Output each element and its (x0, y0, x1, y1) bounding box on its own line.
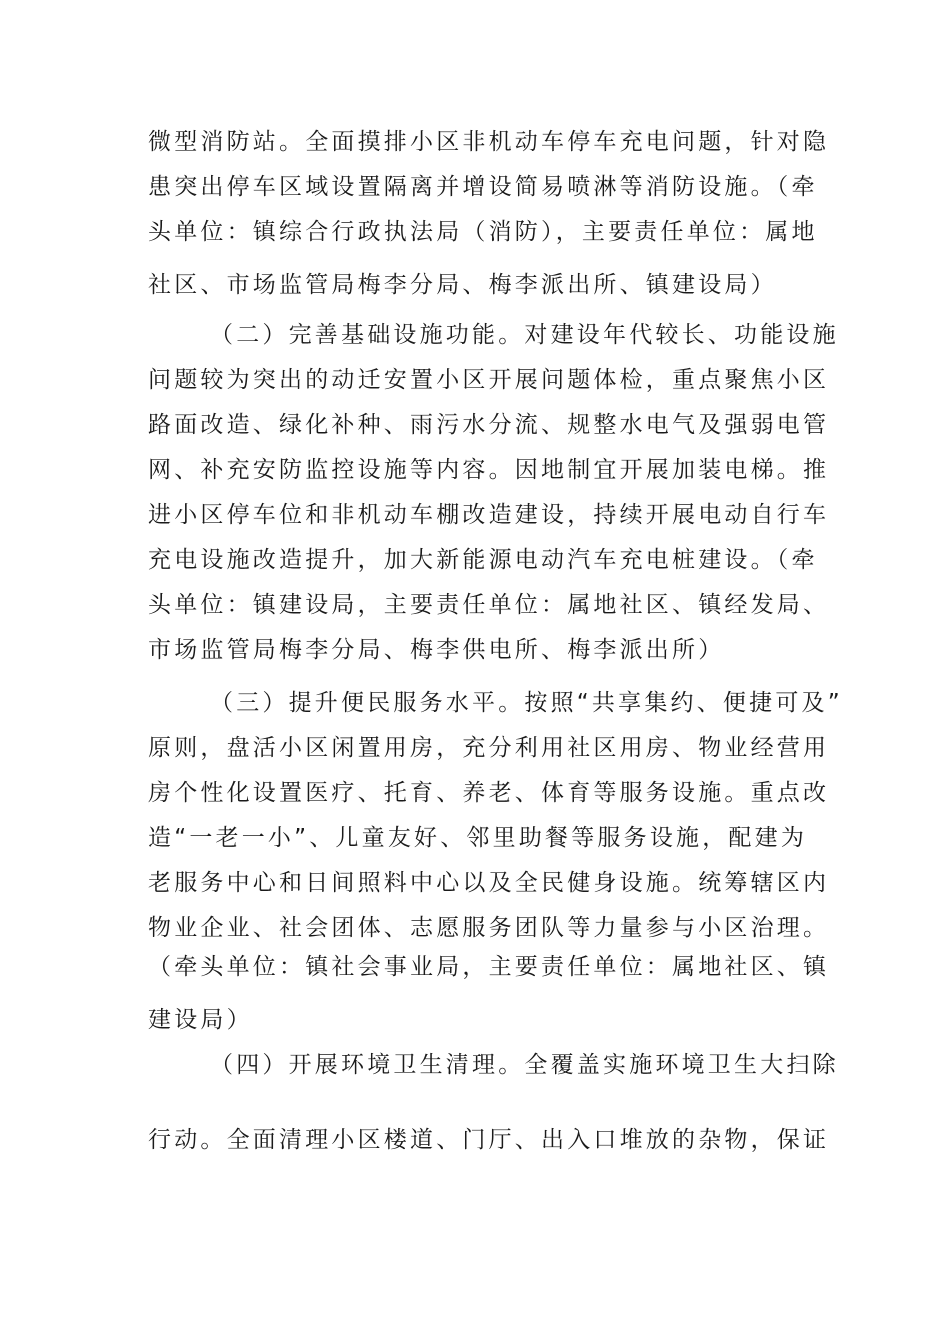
text-line: 充电设施改造提升，加大新能源电动汽车充电桩建设。（牵 (148, 547, 818, 573)
text-line: 物业企业、社会团体、志愿服务团队等力量参与小区治理。 (148, 915, 830, 941)
section-heading-line: （三）提升便民服务水平。按照“共享集约、便捷可及” (210, 690, 843, 716)
text-line: 行动。全面清理小区楼道、门厅、出入口堆放的杂物，保证 (148, 1127, 830, 1153)
text-line: 老服务中心和日间照料中心以及全民健身设施。统筹辖区内 (148, 870, 830, 896)
text-line: 问题较为突出的动迁安置小区开展问题体检，重点聚焦小区 (148, 367, 830, 393)
text-line: 建设局） (148, 1007, 253, 1033)
text-line: 原则，盘活小区闲置用房，充分利用社区用房、物业经营用 (148, 735, 830, 761)
text-line: 房个性化设置医疗、托育、养老、体育等服务设施。重点改 (148, 780, 830, 806)
text-line: 市场监管局梅李分局、梅李供电所、梅李派出所） (148, 637, 725, 663)
section-heading-line: （二）完善基础设施功能。对建设年代较长、功能设施 (210, 322, 839, 348)
text-line: 头单位：镇建设局，主要责任单位：属地社区、镇经发局、 (148, 592, 830, 618)
text-line: 社区、市场监管局梅李分局、梅李派出所、镇建设局） (148, 272, 777, 298)
text-line: （牵头单位：镇社会事业局，主要责任单位：属地社区、镇 (148, 954, 830, 980)
text-line: 患突出停车区域设置隔离并增设简易喷淋等消防设施。（牵 (148, 174, 818, 200)
text-line: 进小区停车位和非机动车棚改造建设，持续开展电动自行车 (148, 502, 830, 528)
text-line: 造“一老一小”、儿童友好、邻里助餐等服务设施，配建为 (148, 825, 808, 851)
section-heading-line: （四）开展环境卫生清理。全覆盖实施环境卫生大扫除 (210, 1052, 839, 1078)
text-line: 微型消防站。全面摸排小区非机动车停车充电问题，针对隐 (148, 129, 830, 155)
text-line: 网、补充安防监控设施等内容。因地制宜开展加装电梯。推 (148, 457, 830, 483)
text-line: 头单位：镇综合行政执法局（消防），主要责任单位：属地 (148, 219, 818, 245)
text-line: 路面改造、绿化补种、雨污水分流、规整水电气及强弱电管 (148, 412, 830, 438)
